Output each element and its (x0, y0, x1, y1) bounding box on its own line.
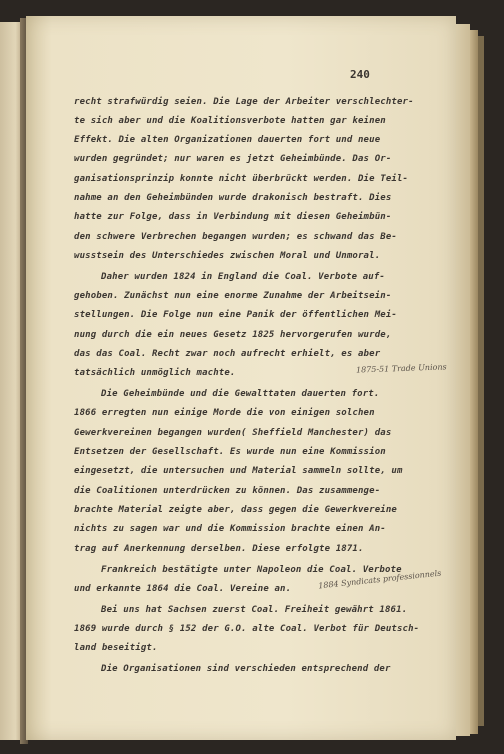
cover-edge (478, 36, 484, 726)
text-line: tatsächlich unmöglich machte. (74, 368, 236, 378)
text-line: recht strafwürdig seien. Die Lage der Arbeiter verschlechter- (74, 97, 414, 107)
text-line: die Coalitionen unterdrücken zu können. Das zusammenge- (74, 486, 381, 496)
text-line: wurden gegründet; nur waren es jetzt Geheimbünde. Das Or- (74, 154, 392, 164)
text-line: eingesetzt, die untersuchen und Material sammeln sollte, um (74, 466, 403, 476)
text-line: ganisationsprinzip konnte nicht überbrückt werden. Die Teil- (74, 174, 409, 184)
text-line: Gewerkvereinen begangen wurden( Sheffield Manchester) das (74, 428, 392, 438)
text-line: hatte zur Folge, dass in Verbindung mit diesen Geheimbün- (74, 212, 392, 222)
previous-page-edge (0, 22, 22, 740)
text-line: nung durch die ein neues Gesetz 1825 hervorgerufen wurde, (74, 330, 392, 340)
text-line: und erkannte 1864 die Coal. Vereine an. (74, 584, 292, 594)
text-line: 1866 erregten nun einige Morde die von einigen solchen (74, 408, 375, 418)
text-line: 1869 wurde durch § 152 der G.O. alte Coal. Verbot für Deutsch- (74, 624, 420, 634)
text-line: Die Geheimbünde und die Gewalttaten dauerten fort. (101, 389, 380, 399)
text-line: trag auf Anerkennung derselben. Diese erfolgte 1871. (74, 544, 364, 554)
text-line: nahme an den Geheimbünden wurde drakonisch bestraft. Dies (74, 193, 392, 203)
text-line: Entsetzen der Gesellschaft. Es wurde nun eine Kommission (74, 447, 386, 457)
text-line: gehoben. Zunächst nun eine enorme Zunahme der Arbeitsein- (74, 291, 392, 301)
text-line: Die Organisationen sind verschieden entsprechend der (101, 664, 391, 674)
text-line: Effekt. Die alten Organizationen dauerten fort und neue (74, 135, 381, 145)
handwritten-note: 1884 Syndicats professionnels (317, 568, 442, 591)
text-line: land beseitigt. (74, 643, 158, 653)
text-line: den schwere Verbrechen begangen wurden; es schwand das Be- (74, 232, 397, 242)
text-line: te sich aber und die Koalitionsverbote hatten gar keinen (74, 116, 386, 126)
text-line: wusstsein des Unterschiedes zwischen Moral und Unmoral. (74, 251, 381, 261)
text-line: Bei uns hat Sachsen zuerst Coal. Freiheit gewährt 1861. (101, 605, 408, 615)
page-stack-edge (470, 30, 478, 734)
page-stack-edge (456, 24, 470, 736)
text-line: nichts zu sagen war und die Kommission brachte einen An- (74, 524, 386, 534)
handwritten-note: 1875-51 Trade Unions (355, 362, 447, 375)
text-line: stellungen. Die Folge nun eine Panik der öffentlichen Mei- (74, 310, 397, 320)
text-line: das das Coal. Recht zwar noch aufrecht erhielt, es aber (74, 349, 381, 359)
text-line: Frankreich bestätigte unter Napoleon die Coal. Verbote (101, 565, 402, 575)
page-number: 240 (350, 68, 370, 81)
text-line: brachte Material zeigte aber, dass gegen die Gewerkvereine (74, 505, 397, 515)
text-line: Daher wurden 1824 in England die Coal. Verbote auf- (101, 272, 385, 282)
